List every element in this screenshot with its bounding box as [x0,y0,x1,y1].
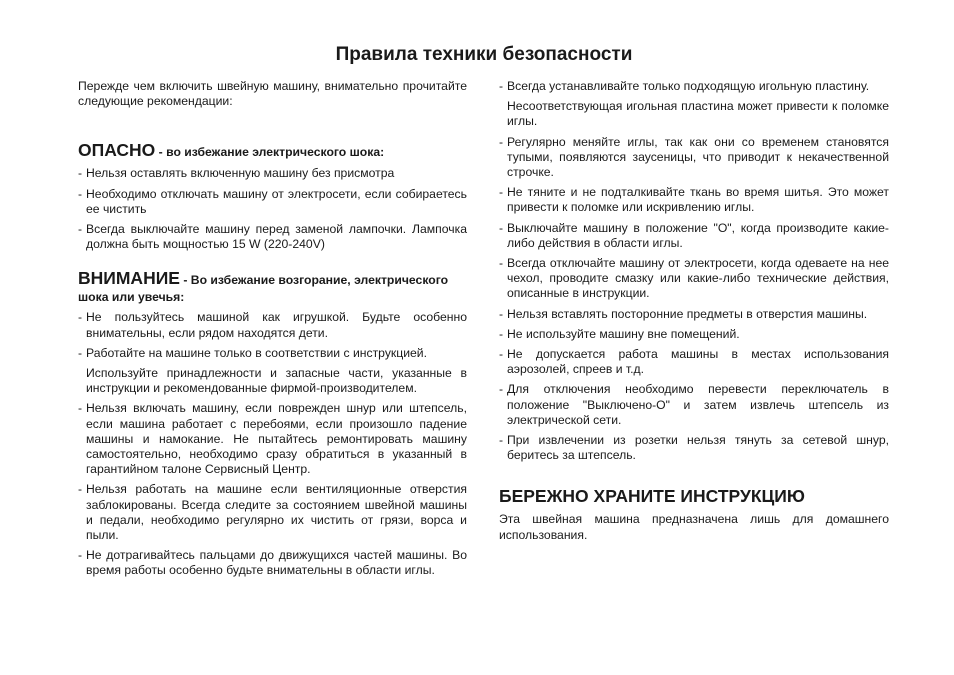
list-item [78,310,467,340]
dash-bullet: - [499,433,504,448]
list-item [78,346,467,397]
left-column [78,79,467,584]
list-item-text: Выключайте машину в положение "О", когда производите какие-либо действия в области иглы. [507,220,889,250]
list-item-text: Не тяните и не подталкивайте ткань во время шитья. Это может привести к поломке или искривлению иглы. [507,185,889,215]
warning-subtitle: - Во избежание возгорание, электрического шока или увечья: [78,273,449,305]
list-item-text: Всегда устанавливайте только подходящую игольную пластину. [507,79,870,93]
dash-bullet: - [78,548,83,563]
dash-bullet: - [499,382,504,397]
list-item-text: Работайте на машине только в соответствии с инструкцией. [86,345,428,360]
list-item-text: Не используйте машину вне помещений. [507,326,740,341]
dash-bullet: - [499,347,504,362]
dash-bullet: - [499,220,504,235]
list-item [499,256,889,302]
list-item [499,382,889,428]
list-item [499,307,889,322]
dash-bullet: - [78,222,83,237]
danger-heading [78,141,467,162]
dash-bullet: - [78,482,83,497]
dash-bullet: - [78,186,83,201]
warning-title: ВНИМАНИЕ [78,268,180,289]
list-item [499,327,889,342]
list-item [78,166,467,181]
warning-list [78,310,467,578]
list-item-text: Регулярно меняйте иглы, так как они со временем становятся тупыми, появляются заусеницы, что приводит к некачественной строчке. [507,134,889,180]
right-column [499,79,889,543]
danger-title: ОПАСНО [78,140,156,161]
list-item [499,79,889,130]
warning-heading [78,270,467,306]
list-item [499,221,889,251]
dash-bullet: - [78,166,83,181]
list-item-text: Всегда отключайте машину от электросети, когда одеваете на нее чехол, проводите смазку или какие-либо технические действия, описанные в инструкции. [507,256,889,301]
dash-bullet: - [78,345,83,360]
list-item [499,347,889,377]
list-item-text: Нельзя вставлять посторонние предметы в отверстия машины. [507,306,868,321]
list-item-text: При извлечении из розетки нельзя тянуть за сетевой шнур, беритесь за штепсель. [507,433,889,463]
list-item-text: Необходимо отключать машину от электросети, если собираетесь ее чистить [86,186,467,216]
dash-bullet: - [78,401,83,416]
list-item [78,482,467,543]
list-item-text: Не допускается работа машины в местах использования аэрозолей, спреев и т.д. [507,347,889,377]
dash-bullet: - [499,185,504,200]
list-item-text: Нельзя оставлять включенную машину без присмотра [86,166,395,181]
dash-bullet: - [499,306,504,321]
list-item-text: Не пользуйтесь машиной как игрушкой. Будьте особенно внимательны, если рядом находятся дети. [86,310,467,340]
intro-text: Пережде чем включить швейную машину, внимательно прочитайте следующие рекомендации: [78,79,467,109]
dash-bullet: - [78,310,83,325]
dash-bullet: - [499,79,504,93]
keep-instructions-text: Эта швейная машина предназначена лишь для домашнего использования. [499,512,889,542]
list-item [78,548,467,578]
list-item [78,222,467,252]
list-item-text: Для отключения необходимо перевести переключатель в положение "Выключено-О" и затем извлечь штепсель из электрической сети. [507,382,889,427]
list-item [78,187,467,217]
list-item-text: Всегда выключайте машину перед заменой лампочки. Лампочка должна быть мощностью 15 W (220-240V) [86,222,467,252]
danger-subtitle: - во избежание электрического шока: [155,145,385,160]
list-item [499,135,889,181]
list-item-text: Нельзя работать на машине если вентиляционные отверстия заблокированы. Всегда следите за состоянием швейной машины и педали, необходимо регулярно их чистить от грязи, ворса и пыли. [86,482,467,543]
list-item-text: Не дотрагивайтесь пальцами до движущихся частей машины. Во время работы особенно будьте внимательны в области иглы. [86,548,467,578]
list-item-note: Несоответствующая игольная пластина может привести к поломке иглы. [507,99,889,129]
list-item [499,185,889,215]
dash-bullet: - [499,326,504,341]
dash-bullet: - [499,134,504,149]
rules-list [499,79,889,463]
keep-instructions-heading: БЕРЕЖНО ХРАНИТЕ ИНСТРУКЦИЮ [499,486,805,507]
list-item [499,433,889,463]
list-item-note: Используйте принадлежности и запасные части, указанные в инструкции и рекомендованные фирмой-производителем. [86,366,467,396]
list-item [78,401,467,477]
dash-bullet: - [499,256,504,271]
danger-list [78,166,467,252]
list-item-text: Нельзя включать машину, если поврежден шнур или штепсель, если машина работает с перебоями, если произошло падение машины и намокание. Не пытайтесь ремонтировать машину самостоятельно, необходимо сразу обратиться в указанный в гарантийном талоне Сервисный Центр. [86,401,467,477]
page-title: Правила техники безопасности [335,44,633,65]
